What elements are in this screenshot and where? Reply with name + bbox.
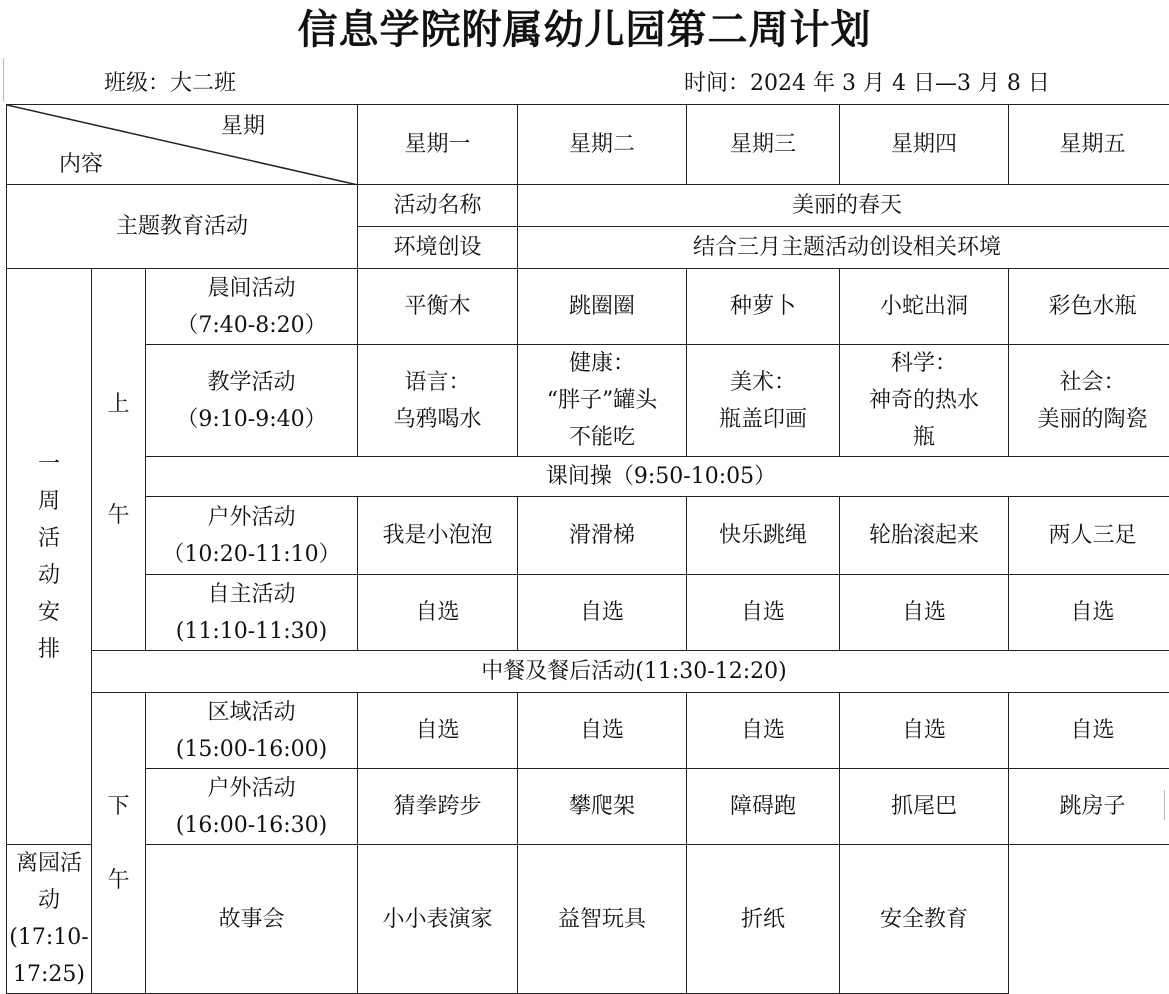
- class-label: 班级：大二班: [104, 70, 236, 98]
- activity-cell: 益智玩具: [518, 845, 687, 994]
- page-title: 信息学院附属幼儿园第二周计划: [0, 4, 1169, 56]
- activity-cell: 攀爬架: [518, 769, 687, 845]
- activity-cell: 自选: [687, 575, 840, 651]
- activity-cell: 社会： 美丽的陶瓷: [1009, 345, 1169, 457]
- activity-cell: 故事会: [146, 845, 358, 994]
- break-row: [7, 457, 1169, 497]
- activity-cell: 滑滑梯: [518, 497, 687, 575]
- lunch-cell: 中餐及餐后活动(11:30-12:20): [92, 651, 1169, 693]
- environment-value: 结合三月主题活动创设相关环境: [518, 227, 1169, 269]
- theme-label: 主题教育活动: [7, 185, 358, 269]
- day-header: 星期五: [1009, 105, 1169, 185]
- theme-row: [7, 185, 1169, 227]
- activity-cell: 平衡木: [358, 269, 518, 345]
- day-header: 星期四: [840, 105, 1009, 185]
- activity-cell: 快乐跳绳: [687, 497, 840, 575]
- activity-cell: 我是小泡泡: [358, 497, 518, 575]
- activity-cell: 自选: [1009, 575, 1169, 651]
- weekday-axis-label: 星期: [221, 108, 265, 145]
- activity-cell: 小小表演家: [358, 845, 518, 994]
- activity-cell: 语言： 乌鸦喝水: [358, 345, 518, 457]
- activity-name-cell: 户外活动 (16:00-16:30): [146, 769, 358, 845]
- day-header: 星期二: [518, 105, 687, 185]
- afternoon-label: 下 午: [92, 693, 146, 994]
- activity-cell: 自选: [518, 693, 687, 769]
- schedule-row: [7, 575, 1169, 651]
- week-schedule-label: 一 周 活 动 安 排: [7, 269, 92, 845]
- schedule-row: [7, 269, 1169, 345]
- activity-cell: 猜拳跨步: [358, 769, 518, 845]
- activity-cell: 自选: [358, 693, 518, 769]
- activity-cell: 健康： “胖子”罐头 不能吃: [518, 345, 687, 457]
- margin-mark: [3, 58, 4, 102]
- activity-cell: 小蛇出洞: [840, 269, 1009, 345]
- date-range-label: 时间：2024 年 3 月 4 日—3 月 8 日: [684, 70, 1050, 98]
- activity-cell: 种萝卜: [687, 269, 840, 345]
- schedule-row: [7, 693, 1169, 769]
- activity-name-cell: 区域活动 (15:00-16:00): [146, 693, 358, 769]
- activity-cell: 自选: [840, 575, 1009, 651]
- activity-cell: 轮胎滚起来: [840, 497, 1009, 575]
- activity-cell: 折纸: [687, 845, 840, 994]
- header-row: [7, 105, 1169, 185]
- activity-cell: 跳房子: [1009, 769, 1169, 845]
- activity-name-cell: 户外活动 （10:20-11:10）: [146, 497, 358, 575]
- environment-label: 环境创设: [358, 227, 518, 269]
- exercise-break-cell: 课间操（9:50-10:05）: [146, 457, 1169, 497]
- schedule-row: [7, 345, 1169, 457]
- activity-name-cell: 晨间活动 （7:40-8:20）: [146, 269, 358, 345]
- activity-name-value: 美丽的春天: [518, 185, 1169, 227]
- content-axis-label: 内容: [59, 146, 103, 183]
- activity-cell: 美术： 瓶盖印画: [687, 345, 840, 457]
- activity-cell: 自选: [687, 693, 840, 769]
- diagonal-header-cell: [7, 105, 358, 185]
- schedule-row: [7, 769, 1169, 845]
- schedule-row: [7, 497, 1169, 575]
- activity-cell: 抓尾巴: [840, 769, 1009, 845]
- schedule-row: [7, 845, 1169, 994]
- activity-cell: 科学： 神奇的热水 瓶: [840, 345, 1009, 457]
- activity-name-cell: 离园活动 (17:10-17:25): [7, 845, 92, 994]
- activity-cell: 自选: [358, 575, 518, 651]
- activity-name-cell: 教学活动 （9:10-9:40）: [146, 345, 358, 457]
- activity-cell: 跳圈圈: [518, 269, 687, 345]
- activity-name-label: 活动名称: [358, 185, 518, 227]
- activity-cell: 自选: [1009, 693, 1169, 769]
- morning-label: 上 午: [92, 269, 146, 651]
- activity-cell: 障碍跑: [687, 769, 840, 845]
- activity-cell: 自选: [840, 693, 1009, 769]
- break-row: [7, 651, 1169, 693]
- activity-name-cell: 自主活动 (11:10-11:30): [146, 575, 358, 651]
- activity-cell: 两人三足: [1009, 497, 1169, 575]
- activity-cell: 安全教育: [840, 845, 1009, 994]
- weekly-plan-table: [6, 104, 1169, 994]
- day-header: 星期一: [358, 105, 518, 185]
- day-header: 星期三: [687, 105, 840, 185]
- activity-cell: 自选: [518, 575, 687, 651]
- activity-cell: 彩色水瓶: [1009, 269, 1169, 345]
